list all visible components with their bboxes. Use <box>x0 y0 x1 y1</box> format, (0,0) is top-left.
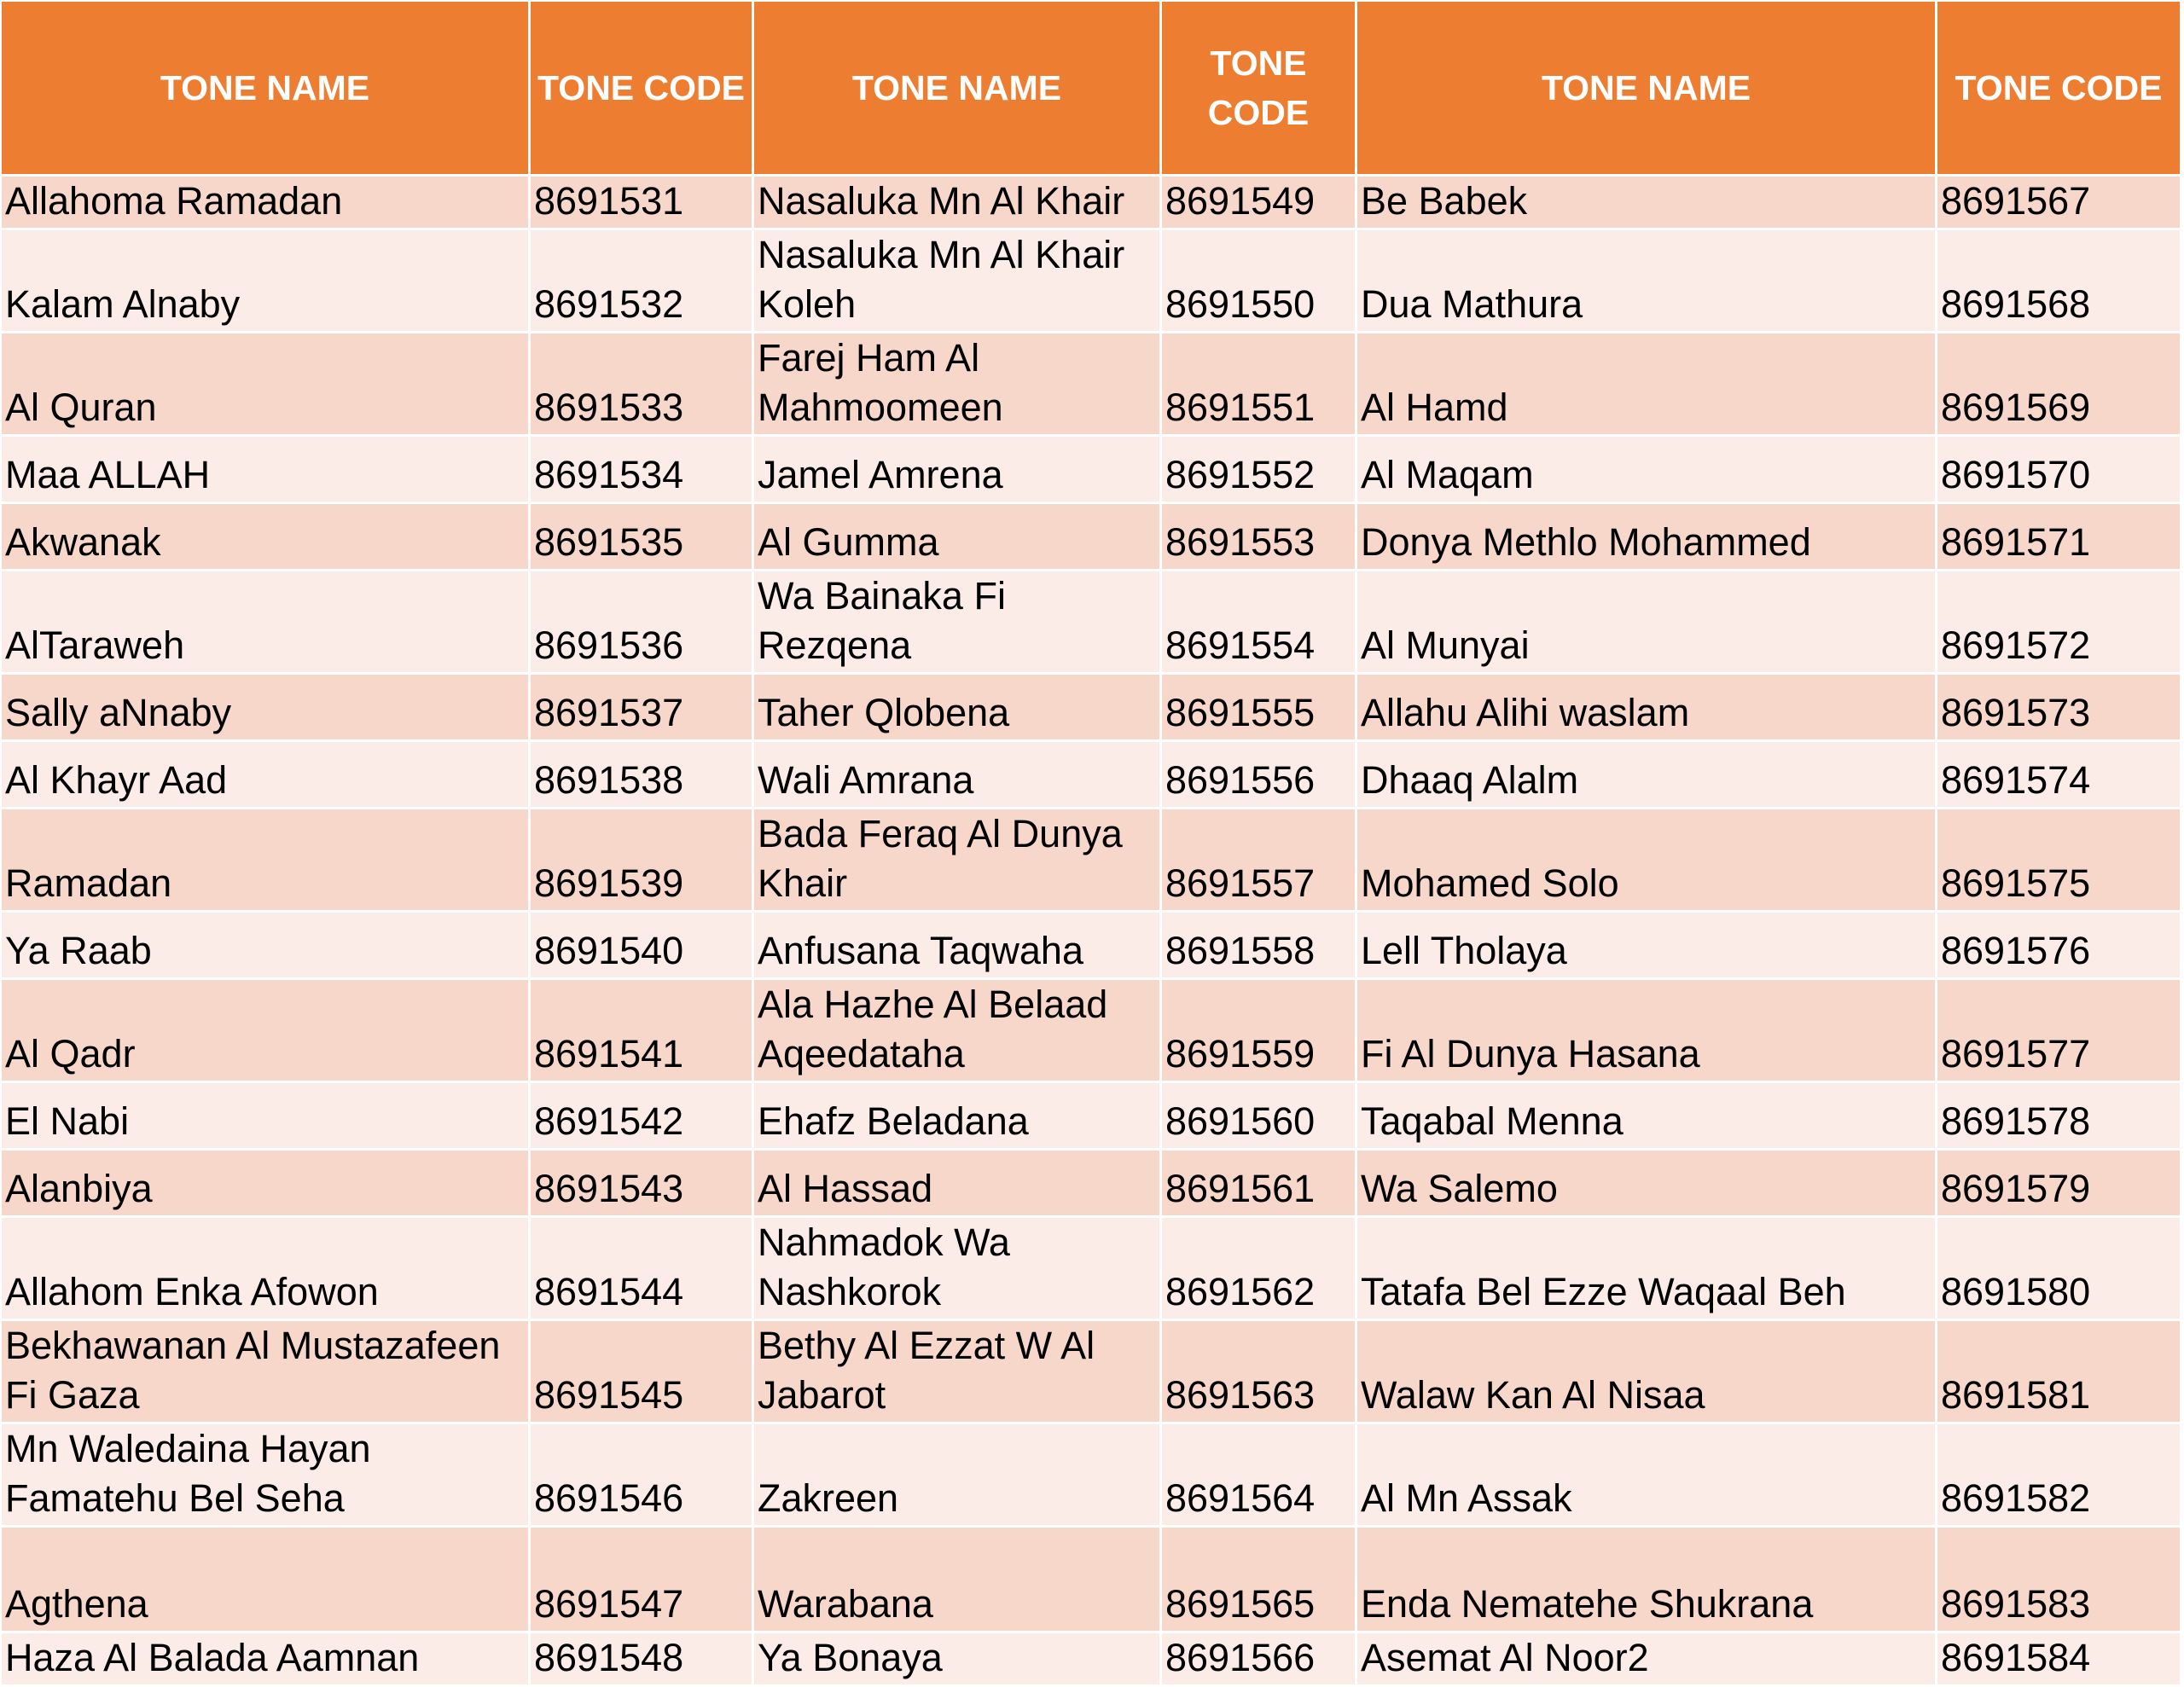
tone-name-1-cell: Ramadan <box>2 809 531 913</box>
tone-name-2-cell: Taher Qlobena <box>754 675 1162 742</box>
tone-name-3-cell: Dhaaq Alalm <box>1357 742 1937 809</box>
tone-name-2-cell: Bethy Al Ezzat W Al Jabarot <box>754 1321 1162 1424</box>
tone-code-1-cell: 8691538 <box>531 742 754 809</box>
table-body <box>2 177 2182 1687</box>
table-row <box>2 913 2182 980</box>
tone-code-3-cell: 8691568 <box>1937 230 2182 333</box>
tone-name-1-cell: Allahoma Ramadan <box>2 177 531 230</box>
tone-code-2-cell: 8691562 <box>1162 1218 1357 1321</box>
tone-name-1-cell: Ya Raab <box>2 913 531 980</box>
tone-code-1-cell: 8691539 <box>531 809 754 913</box>
tone-name-3-cell: Fi Al Dunya Hasana <box>1357 980 1937 1083</box>
tone-name-2-cell: Warabana <box>754 1528 1162 1633</box>
tone-name-1-cell: El Nabi <box>2 1083 531 1151</box>
table-row <box>2 1424 2182 1528</box>
tone-name-3-cell: Wa Salemo <box>1357 1151 1937 1218</box>
tone-name-1-cell: Sally aNnaby <box>2 675 531 742</box>
tone-code-2-cell: 8691554 <box>1162 571 1357 675</box>
tone-code-2-cell: 8691553 <box>1162 504 1357 571</box>
tone-name-1-cell: Haza Al Balada Aamnan <box>2 1633 531 1687</box>
tone-name-3-cell: Donya Methlo Mohammed <box>1357 504 1937 571</box>
table-row <box>2 1151 2182 1218</box>
table-row <box>2 1528 2182 1633</box>
tone-code-1-cell: 8691546 <box>531 1424 754 1528</box>
tone-codes-table <box>2 2 2182 1687</box>
table-row <box>2 437 2182 504</box>
tone-code-3-cell: 8691569 <box>1937 333 2182 437</box>
tone-code-3-cell: 8691577 <box>1937 980 2182 1083</box>
tone-code-2-cell: 8691552 <box>1162 437 1357 504</box>
tone-name-1-cell: Kalam Alnaby <box>2 230 531 333</box>
tone-code-2-cell: 8691564 <box>1162 1424 1357 1528</box>
header-tone-code-1: TONE CODE <box>531 2 754 177</box>
tone-name-3-cell: Enda Nematehe Shukrana <box>1357 1528 1937 1633</box>
tone-name-1-cell: AlTaraweh <box>2 571 531 675</box>
tone-name-1-cell: Maa ALLAH <box>2 437 531 504</box>
header-row <box>2 2 2182 177</box>
table-row <box>2 1083 2182 1151</box>
tone-name-2-cell: Al Hassad <box>754 1151 1162 1218</box>
table-row <box>2 742 2182 809</box>
tone-code-3-cell: 8691582 <box>1937 1424 2182 1528</box>
tone-code-1-cell: 8691531 <box>531 177 754 230</box>
tone-code-3-cell: 8691575 <box>1937 809 2182 913</box>
tone-name-2-cell: Jamel Amrena <box>754 437 1162 504</box>
table-row <box>2 1218 2182 1321</box>
table-row <box>2 504 2182 571</box>
tone-name-2-cell: Wali Amrana <box>754 742 1162 809</box>
tone-code-1-cell: 8691545 <box>531 1321 754 1424</box>
tone-name-3-cell: Lell Tholaya <box>1357 913 1937 980</box>
tone-name-2-cell: Ya Bonaya <box>754 1633 1162 1687</box>
tone-name-1-cell: Al Khayr Aad <box>2 742 531 809</box>
table-row <box>2 333 2182 437</box>
tone-code-1-cell: 8691535 <box>531 504 754 571</box>
header-tone-code-3: TONE CODE <box>1937 2 2182 177</box>
tone-name-3-cell: Al Hamd <box>1357 333 1937 437</box>
tone-name-1-cell: Allahom Enka Afowon <box>2 1218 531 1321</box>
tone-name-3-cell: Be Babek <box>1357 177 1937 230</box>
tone-name-3-cell: Allahu Alihi waslam <box>1357 675 1937 742</box>
tone-code-1-cell: 8691534 <box>531 437 754 504</box>
tone-code-3-cell: 8691574 <box>1937 742 2182 809</box>
table-row <box>2 177 2182 230</box>
tone-code-2-cell: 8691550 <box>1162 230 1357 333</box>
tone-code-1-cell: 8691533 <box>531 333 754 437</box>
tone-code-2-cell: 8691549 <box>1162 177 1357 230</box>
tone-name-1-cell: Al Qadr <box>2 980 531 1083</box>
tone-code-2-cell: 8691563 <box>1162 1321 1357 1424</box>
tone-code-3-cell: 8691578 <box>1937 1083 2182 1151</box>
tone-code-3-cell: 8691567 <box>1937 177 2182 230</box>
tone-code-1-cell: 8691541 <box>531 980 754 1083</box>
header-tone-code-2: TONE CODE <box>1162 2 1357 177</box>
tone-name-2-cell: Zakreen <box>754 1424 1162 1528</box>
tone-name-3-cell: Asemat Al Noor2 <box>1357 1633 1937 1687</box>
tone-name-2-cell: Nasaluka Mn Al Khair <box>754 177 1162 230</box>
tone-code-2-cell: 8691560 <box>1162 1083 1357 1151</box>
tone-name-3-cell: Mohamed Solo <box>1357 809 1937 913</box>
table-row <box>2 230 2182 333</box>
tone-code-1-cell: 8691548 <box>531 1633 754 1687</box>
tone-name-3-cell: Al Mn Assak <box>1357 1424 1937 1528</box>
tone-name-1-cell: Bekhawanan Al Mustazafeen Fi Gaza <box>2 1321 531 1424</box>
tone-name-3-cell: Al Maqam <box>1357 437 1937 504</box>
tone-code-3-cell: 8691573 <box>1937 675 2182 742</box>
table-row <box>2 1321 2182 1424</box>
tone-code-3-cell: 8691580 <box>1937 1218 2182 1321</box>
tone-code-3-cell: 8691572 <box>1937 571 2182 675</box>
tone-name-2-cell: Anfusana Taqwaha <box>754 913 1162 980</box>
tone-name-2-cell: Farej Ham Al Mahmoomeen <box>754 333 1162 437</box>
tone-code-1-cell: 8691540 <box>531 913 754 980</box>
tone-code-2-cell: 8691557 <box>1162 809 1357 913</box>
table-row <box>2 809 2182 913</box>
tone-name-3-cell: Walaw Kan Al Nisaa <box>1357 1321 1937 1424</box>
tone-code-3-cell: 8691570 <box>1937 437 2182 504</box>
tone-code-3-cell: 8691583 <box>1937 1528 2182 1633</box>
tone-code-1-cell: 8691532 <box>531 230 754 333</box>
tone-code-1-cell: 8691544 <box>531 1218 754 1321</box>
table-row <box>2 980 2182 1083</box>
tone-code-1-cell: 8691537 <box>531 675 754 742</box>
tone-code-3-cell: 8691579 <box>1937 1151 2182 1218</box>
header-tone-name-3: TONE NAME <box>1357 2 1937 177</box>
tone-name-1-cell: Mn Waledaina Hayan Famatehu Bel Seha <box>2 1424 531 1528</box>
tone-name-2-cell: Ala Hazhe Al Belaad Aqeedataha <box>754 980 1162 1083</box>
tone-code-3-cell: 8691581 <box>1937 1321 2182 1424</box>
tone-code-2-cell: 8691556 <box>1162 742 1357 809</box>
table-row <box>2 571 2182 675</box>
tone-name-2-cell: Nahmadok Wa Nashkorok <box>754 1218 1162 1321</box>
tone-code-1-cell: 8691547 <box>531 1528 754 1633</box>
tone-name-2-cell: Wa Bainaka Fi Rezqena <box>754 571 1162 675</box>
tone-code-2-cell: 8691565 <box>1162 1528 1357 1633</box>
tone-name-3-cell: Tatafa Bel Ezze Waqaal Beh <box>1357 1218 1937 1321</box>
tone-code-2-cell: 8691566 <box>1162 1633 1357 1687</box>
table-row <box>2 675 2182 742</box>
tone-name-2-cell: Ehafz Beladana <box>754 1083 1162 1151</box>
table-row <box>2 1633 2182 1687</box>
header-tone-name-2: TONE NAME <box>754 2 1162 177</box>
tone-name-1-cell: Agthena <box>2 1528 531 1633</box>
tone-code-2-cell: 8691551 <box>1162 333 1357 437</box>
tone-code-1-cell: 8691543 <box>531 1151 754 1218</box>
tone-name-2-cell: Bada Feraq Al Dunya Khair <box>754 809 1162 913</box>
tone-code-2-cell: 8691555 <box>1162 675 1357 742</box>
tone-name-1-cell: Al Quran <box>2 333 531 437</box>
tone-name-3-cell: Taqabal Menna <box>1357 1083 1937 1151</box>
tone-code-1-cell: 8691536 <box>531 571 754 675</box>
tone-name-1-cell: Akwanak <box>2 504 531 571</box>
tone-name-2-cell: Nasaluka Mn Al Khair Koleh <box>754 230 1162 333</box>
header-tone-name-1: TONE NAME <box>2 2 531 177</box>
tone-code-2-cell: 8691561 <box>1162 1151 1357 1218</box>
tone-code-3-cell: 8691571 <box>1937 504 2182 571</box>
tone-name-3-cell: Dua Mathura <box>1357 230 1937 333</box>
tone-name-3-cell: Al Munyai <box>1357 571 1937 675</box>
tone-code-3-cell: 8691584 <box>1937 1633 2182 1687</box>
tone-code-3-cell: 8691576 <box>1937 913 2182 980</box>
tone-code-1-cell: 8691542 <box>531 1083 754 1151</box>
tone-code-2-cell: 8691559 <box>1162 980 1357 1083</box>
tone-name-1-cell: Alanbiya <box>2 1151 531 1218</box>
tone-name-2-cell: Al Gumma <box>754 504 1162 571</box>
tone-code-2-cell: 8691558 <box>1162 913 1357 980</box>
